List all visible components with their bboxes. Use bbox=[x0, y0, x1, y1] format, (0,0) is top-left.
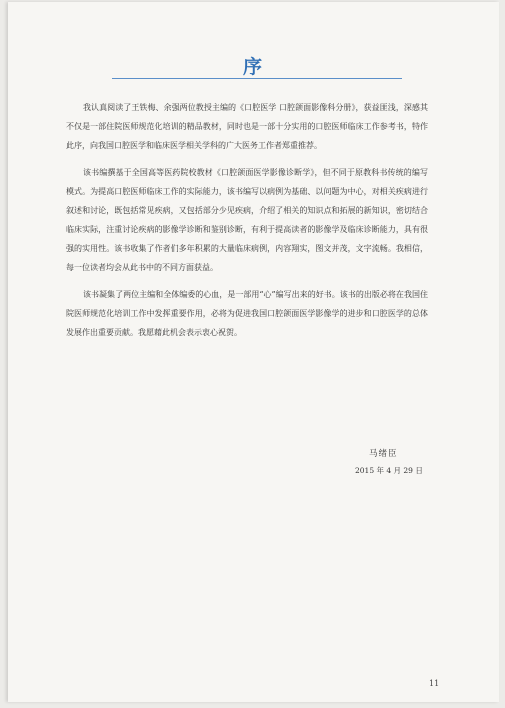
paragraph-3: 该书凝集了两位主编和全体编委的心血，是一部用“心”编写出来的好书。该书的出版必将在我国住院医师规范化培训工作中发挥重要作用，必将为促进我国口腔颌面医学影像学的进步和口腔医学的总体发展作出重要贡献。我愿藉此机会表示衷心祝贺。 bbox=[66, 290, 428, 337]
title-underline bbox=[112, 78, 402, 79]
page-number: 11 bbox=[429, 679, 440, 688]
preface-body bbox=[66, 98, 428, 350]
author-signature: 马绪臣 bbox=[369, 449, 398, 459]
signature-date: 2015 年 4 月 29 日 bbox=[355, 466, 423, 475]
page-title: 序 bbox=[242, 56, 264, 78]
paragraph-2: 该书编撰基于全国高等医药院校教材《口腔颌面医学影像诊断学》，但不同于原教科书传统的编写模式。为提高口腔医师临床工作的实际能力，该书编写以病例为基础、以问题为中心，对相关疾病进行叙述和讨论，既包括常见疾病，又包括部分少见疾病，介绍了相关的知识点和拓展的新知识，密切结合临床实际，注重讨论疾病的影像学诊断和鉴别诊断，有利于提高读者的影像学及临床诊断能力，具有很强的实用性。该书收集了作者们多年积累的大量临床病例，内容翔实，图文并茂，文字流畅。我相信，每一位读者均会从此书中的不同方面获益。 bbox=[66, 168, 428, 272]
page bbox=[8, 2, 499, 702]
paragraph-1: 我认真阅读了王铁梅、余强两位教授主编的《口腔医学 口腔颌面影像科分册》，获益匪浅，深感其不仅是一部住院医师规范化培训的精品教材，同时也是一部十分实用的口腔医师临床工作参考书，特作此序，向我国口腔医学和临床医学相关学科的广大医务工作者郑重推荐。 bbox=[66, 103, 428, 150]
